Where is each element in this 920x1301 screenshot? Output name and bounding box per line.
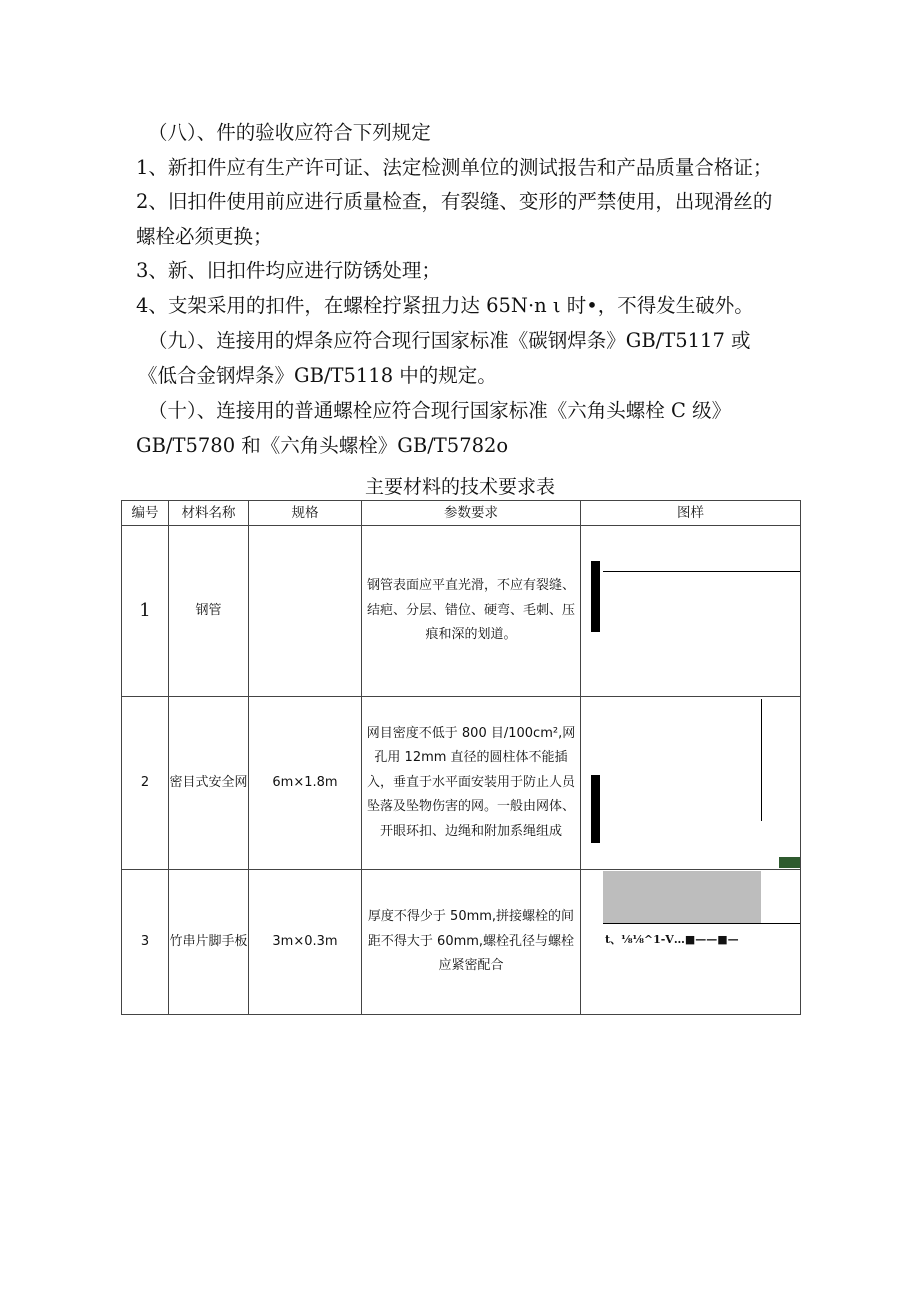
table-header-row	[122, 501, 801, 526]
net-left-bar	[591, 775, 600, 843]
row-params: 钢管表面应平直光滑，不应有裂缝、结疤、分层、错位、硬弯、毛刺、压痕和深的划道。	[362, 526, 581, 697]
paragraph-3: 2、旧扣件使用前应进行质量检查，有裂缝、变形的严禁使用，出现滑丝的	[136, 190, 773, 213]
header-name: 材料名称	[169, 501, 249, 526]
header-params: 参数要求	[362, 501, 581, 526]
paragraph-5: 3、新、旧扣件均应进行防锈处理；	[136, 259, 441, 282]
pipe-vertical-bar	[591, 561, 600, 632]
paragraph-8: 《低合金钢焊条》GB/T5118 中的规定。	[138, 364, 497, 387]
table-row	[122, 870, 801, 1015]
pipe-horizontal-line	[603, 571, 800, 572]
header-spec: 规格	[249, 501, 362, 526]
row-figure	[581, 870, 801, 1015]
row-no: 3	[122, 870, 169, 1015]
row-name: 钢管	[169, 526, 249, 697]
table-row	[122, 697, 801, 870]
row-params: 网目密度不低于 800 目/100cm²,网孔用 12mm 直径的圆柱体不能插入，垂直于水平面安装用于防止人员坠落及坠物伤害的网。一般由网体、开眼环扣、边绳和附加系绳组成	[362, 697, 581, 870]
header-no: 编号	[122, 501, 169, 526]
paragraph-2: 1、新扣件应有生产许可证、法定检测单位的测试报告和产品质量合格证；	[136, 156, 773, 179]
paragraph-7: （九）、连接用的焊条应符合现行国家标准《碳钢焊条》GB/T5117 或	[148, 329, 751, 352]
row-spec: 3m×0.3m	[249, 870, 362, 1015]
paragraph-9: （十）、连接用的普通螺栓应符合现行国家标准《六角头螺栓 C 级》	[148, 399, 732, 422]
row-spec	[249, 526, 362, 697]
table-title: 主要材料的技术要求表	[364, 476, 555, 498]
paragraph-10: GB/T5780 和《六角头螺栓》GB/T5782o	[136, 434, 509, 457]
row-params: 厚度不得少于 50mm,拼接螺栓的间距不得大于 60mm,螺栓孔径与螺栓应紧密配合	[362, 870, 581, 1015]
paragraph-1: （八）、件的验收应符合下列规定	[148, 121, 431, 144]
materials-table	[121, 500, 801, 1015]
table-row	[122, 526, 801, 697]
row-no: 2	[122, 697, 169, 870]
header-figure: 图样	[581, 501, 801, 526]
board-base-line	[603, 923, 800, 924]
scaffold-board-figure	[581, 870, 800, 1014]
row-no: 1	[122, 526, 169, 697]
board-figure-caption: t、⅛⅛^1-V…■——■—	[605, 933, 739, 946]
safety-net-figure	[581, 697, 800, 869]
paragraph-4: 螺栓必须更换；	[136, 225, 273, 248]
net-green-block	[779, 857, 800, 868]
steel-pipe-figure	[581, 526, 800, 696]
row-name: 竹串片脚手板	[169, 870, 249, 1015]
row-name: 密目式安全网	[169, 697, 249, 870]
row-figure	[581, 697, 801, 870]
board-gray-block	[603, 871, 761, 923]
paragraph-6: 4、支架采用的扣件，在螺栓拧紧扭力达 65N·n ι 时•，不得发生破外。	[136, 294, 754, 317]
net-right-line	[761, 699, 762, 821]
row-figure	[581, 526, 801, 697]
row-spec: 6m×1.8m	[249, 697, 362, 870]
